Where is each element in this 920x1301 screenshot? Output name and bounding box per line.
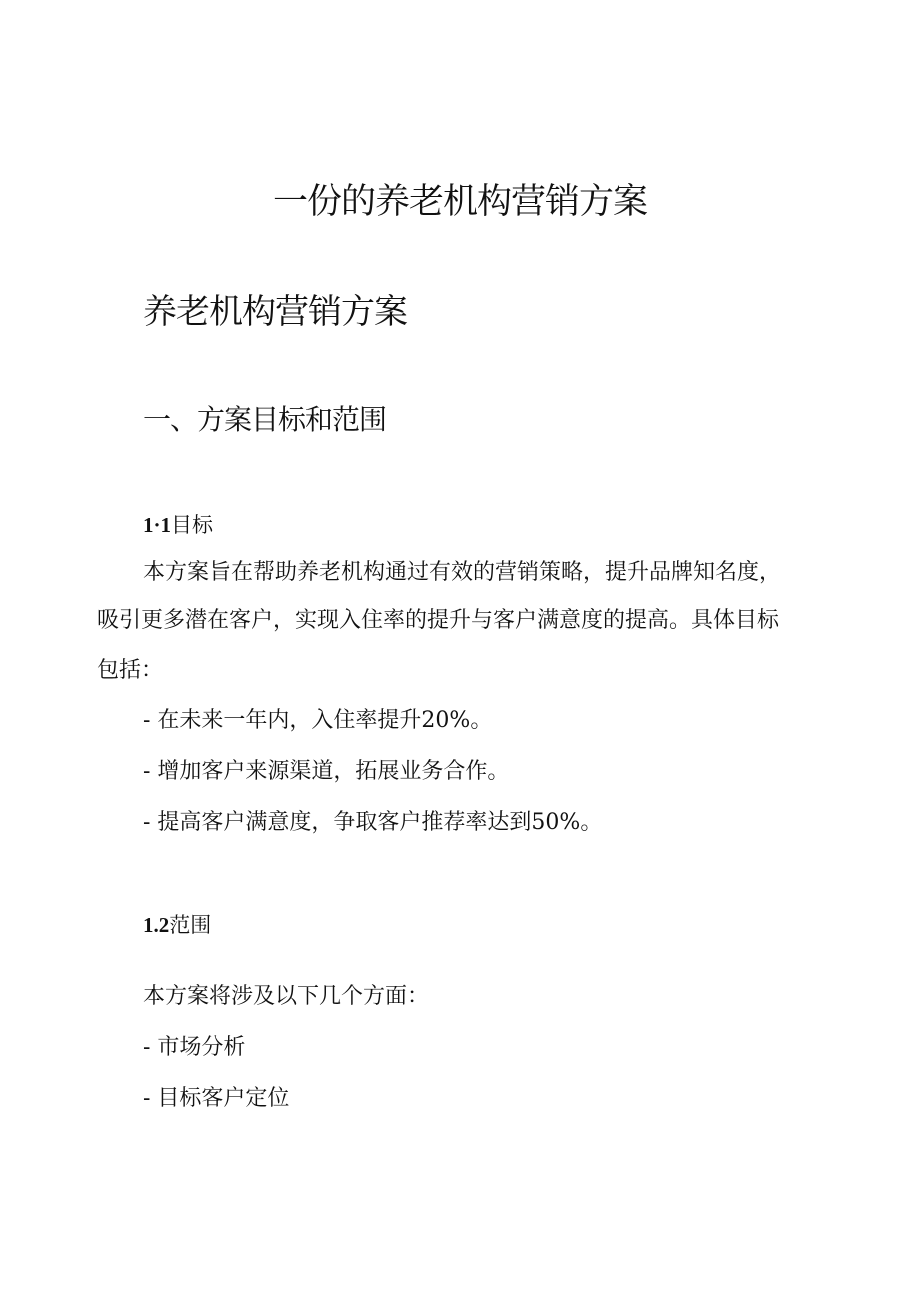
- main-heading: 养老机构营销方案: [143, 292, 407, 332]
- subsection-heading-1-2: [143, 910, 211, 940]
- list-item: - 提高客户满意度，争取客户推荐率达到50%。: [143, 810, 603, 835]
- paragraph-line: 吸引更多潜在客户，实现入住率的提升与客户满意度的提高。具体目标: [97, 608, 780, 633]
- subsection-number: 1.2: [143, 913, 170, 937]
- paragraph-line: 包括：: [97, 658, 164, 683]
- document-title: 一份的养老机构营销方案: [272, 182, 647, 222]
- subsection-number: 1·1: [143, 513, 172, 537]
- section-heading-1: 一、方案目标和范围: [143, 403, 387, 436]
- list-item: - 目标客户定位: [143, 1086, 290, 1111]
- list-item: - 市场分析: [143, 1035, 246, 1060]
- subsection-label: 范围: [169, 913, 212, 937]
- paragraph-line: 本方案将涉及以下几个方面：: [143, 984, 430, 1009]
- subsection-label: 目标: [171, 513, 214, 537]
- paragraph-line: 本方案旨在帮助养老机构通过有效的营销策略，提升品牌知名度，: [143, 560, 782, 585]
- list-item: - 在未来一年内，入住率提升20%。: [143, 708, 493, 733]
- list-item: - 增加客户来源渠道，拓展业务合作。: [143, 759, 510, 784]
- subsection-heading-1-1: [143, 510, 213, 540]
